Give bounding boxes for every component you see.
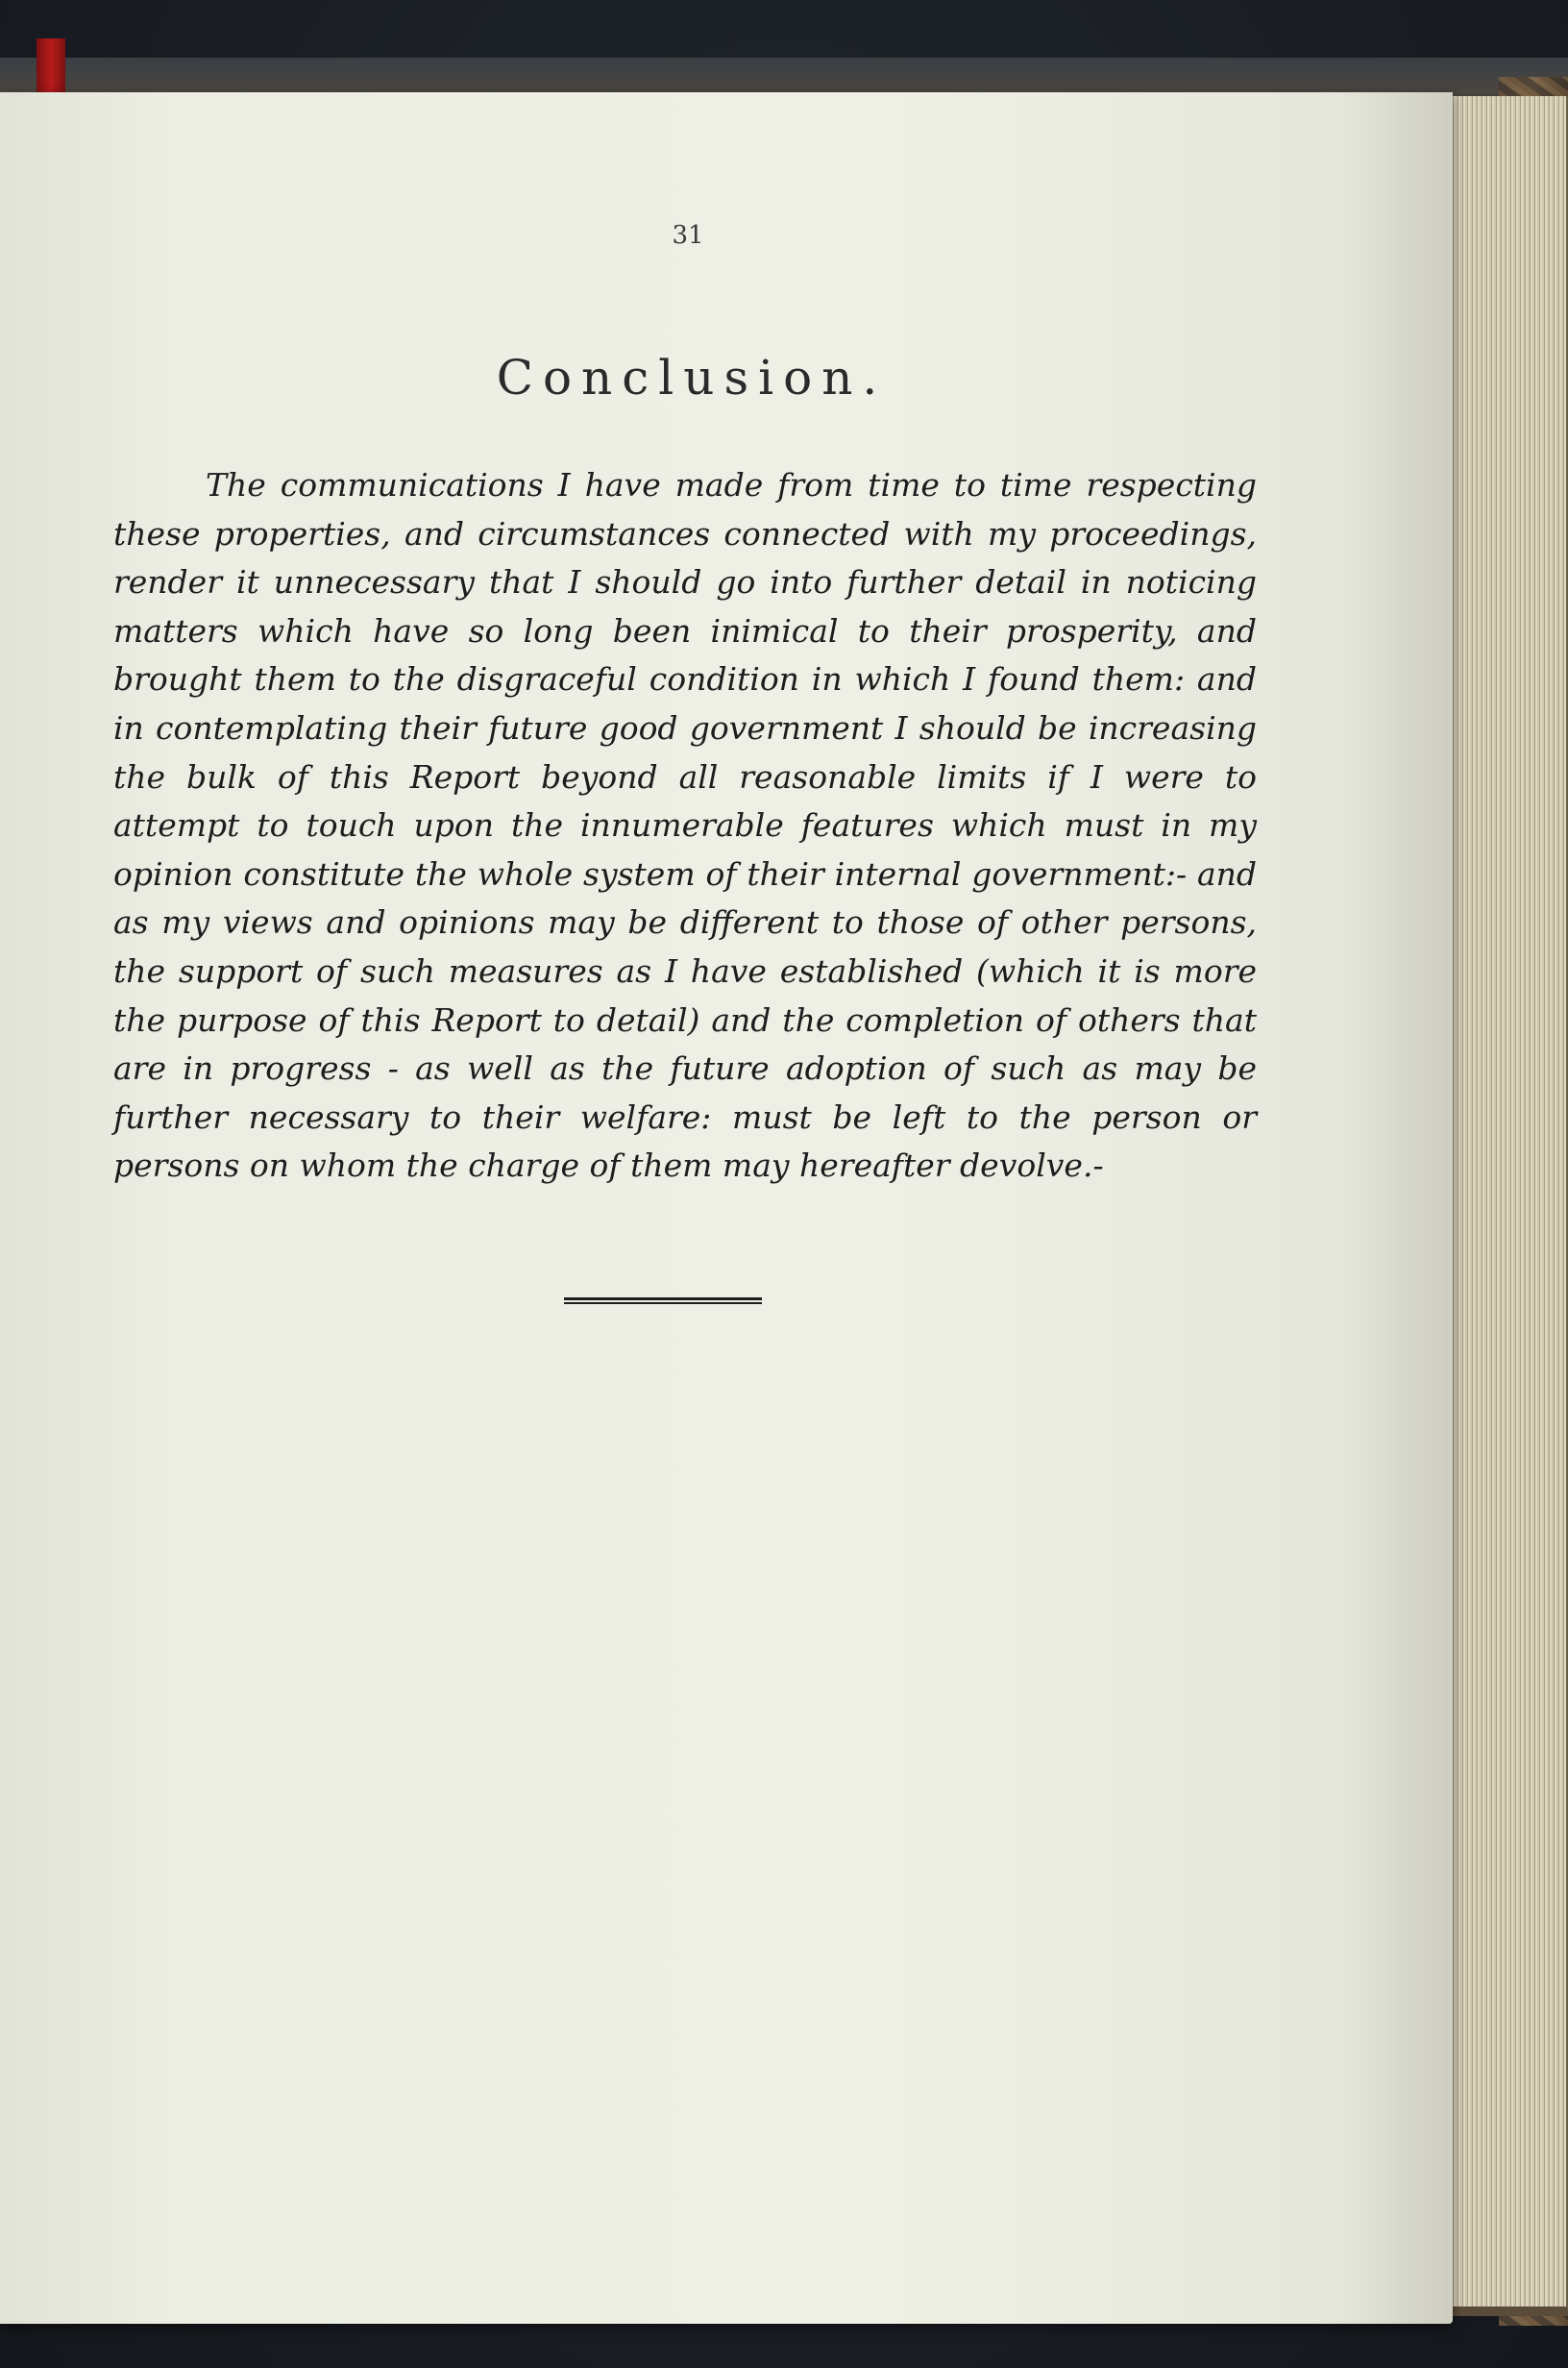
handwritten-paragraph: The communications I have made from time to time respecting these properties, and circumstances connected with my proceedings, render it unnecessary that I should go into further detail in noticing matters which have so long been inimical to their prosperity, and brought them to the disgraceful condition in which I found them: and in contemplating their future good government I should be increasing the bulk of this Report beyond all reasonable limits if I were to attempt to touch upon the innumerable features which must in my opinion constitute the whole system of their internal government:- and as my views and opinions may be different to those of other persons, the support of such measures as I have established (which it is more the purpose of this Report to detail) and the completion of others that are in progress - as well as the future adoption of such as may be further necessary to their welfare: must be left to the person or persons on whom the charge of them may hereafter devolve.- bbox=[113, 466, 1257, 1185]
closing-double-rule bbox=[564, 1297, 762, 1304]
manuscript-page bbox=[0, 92, 1453, 2324]
page-number: 31 bbox=[672, 221, 704, 250]
stacked-page-edges bbox=[1446, 96, 1568, 2316]
page-title: Conclusion. bbox=[496, 350, 888, 406]
